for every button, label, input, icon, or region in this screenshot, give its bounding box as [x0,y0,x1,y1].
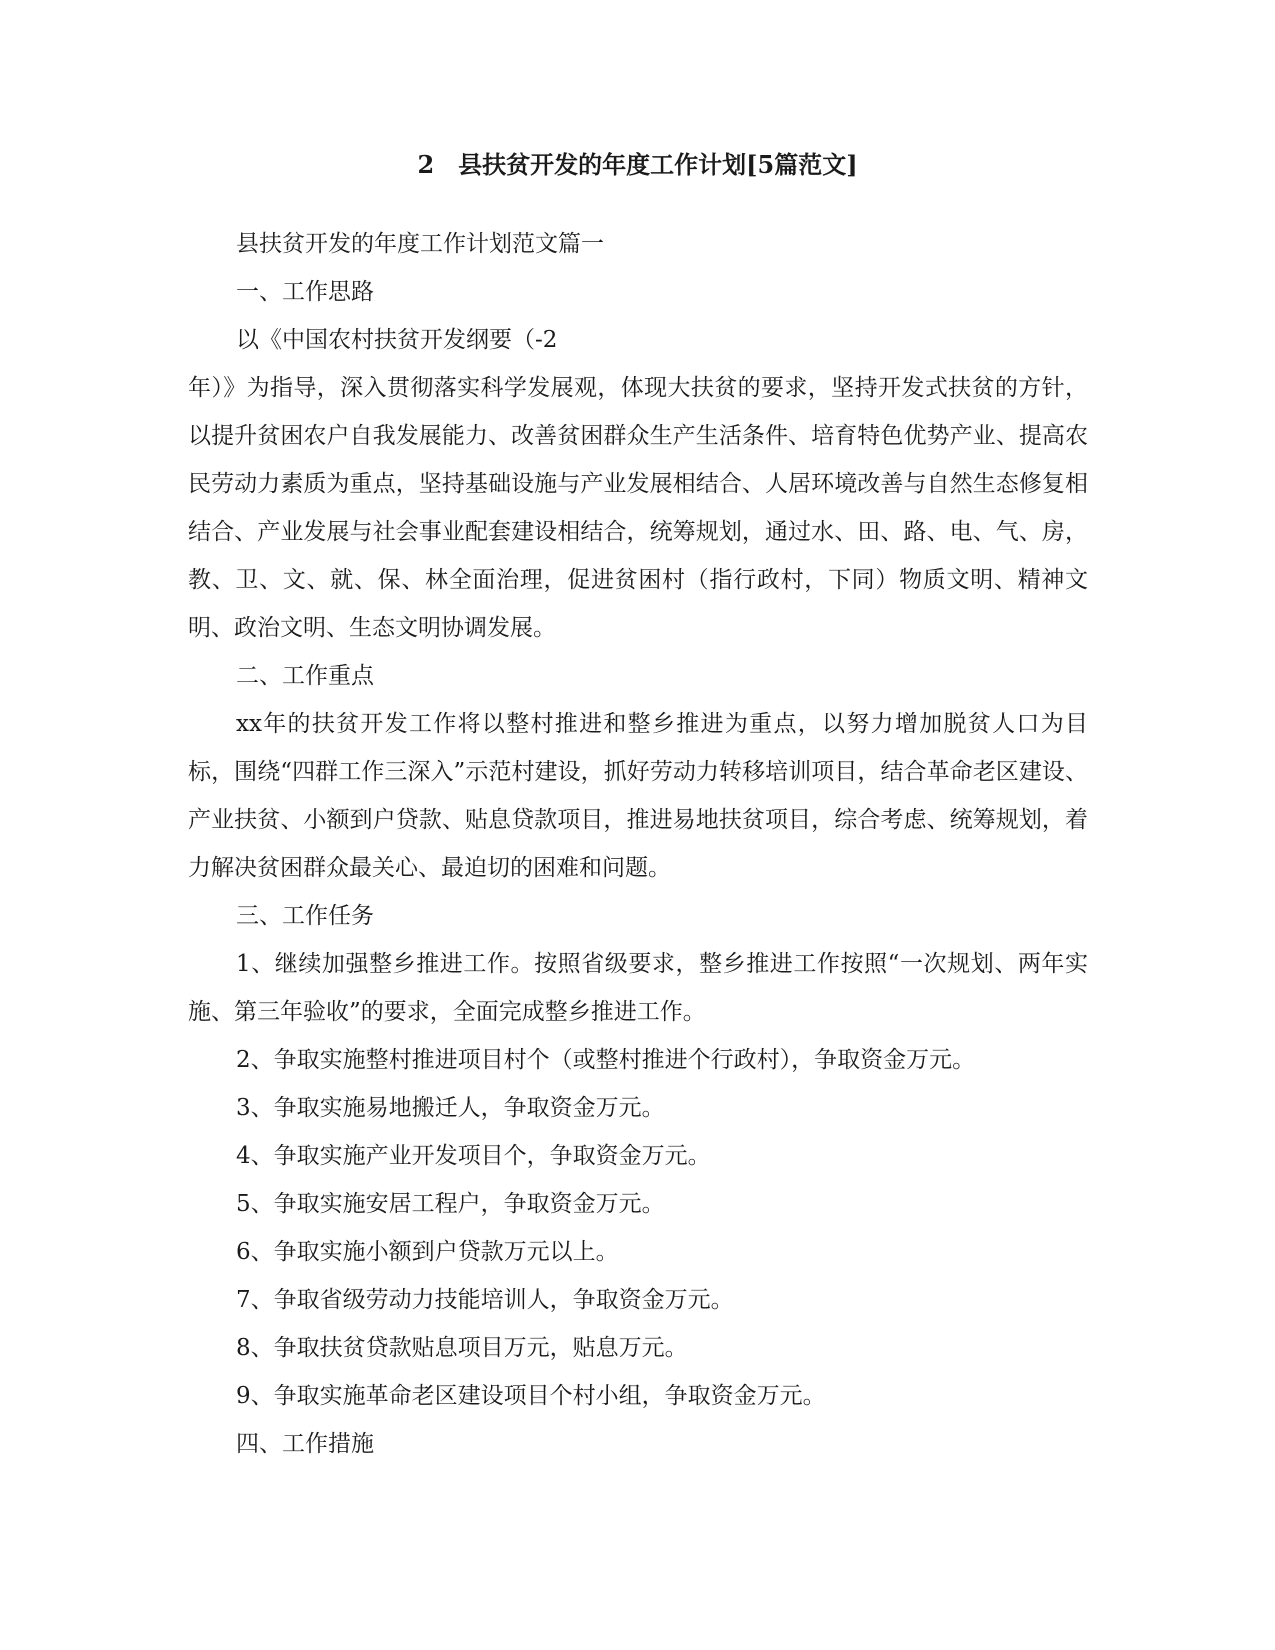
task-item-7: 7、争取省级劳动力技能培训人，争取资金万元。 [236,1287,734,1313]
task-item-6: 6、争取实施小额到户贷款万元以上。 [236,1239,619,1265]
section-heading-work-thinking: 一、工作思路 [236,279,374,305]
section-heading-work-focus: 二、工作重点 [236,663,374,689]
task-item-1: 1、继续加强整乡推进工作。按照省级要求，整乡推进工作按照“一次规划、两年实施、第三年验收”的要求，全面完成整乡推进工作。 [188,951,1088,1025]
section-heading-work-measures: 四、工作措施 [236,1431,374,1457]
paragraph-work-focus-body: xx年的扶贫开发工作将以整村推进和整乡推进为重点，以努力增加脱贫人口为目标，围绕“四群工作三深入”示范村建设，抓好劳动力转移培训项目，结合革命老区建设、产业扶贫、小额到户贷款、贴息贷款项目，推进易地扶贫项目，综合考虑、统筹规划，着力解决贫困群众最关心、最迫切的困难和问题。 [188,711,1088,881]
task-item-4: 4、争取实施产业开发项目个，争取资金万元。 [236,1143,711,1169]
section-heading-work-tasks: 三、工作任务 [236,903,374,929]
task-item-9: 9、争取实施革命老区建设项目个村小组，争取资金万元。 [236,1383,826,1409]
task-item-2: 2、争取实施整村推进项目村个（或整村推进个行政村），争取资金万元。 [236,1047,976,1073]
task-item-3: 3、争取实施易地搬迁人，争取资金万元。 [236,1095,665,1121]
paragraph-guideline-ref: 以《中国农村扶贫开发纲要（-2 [236,327,558,353]
section-heading-article-one: 县扶贫开发的年度工作计划范文篇一 [236,231,604,257]
document-title: 2 县扶贫开发的年度工作计划[5篇范文] [417,150,858,179]
task-item-8: 8、争取扶贫贷款贴息项目万元，贴息万元。 [236,1335,688,1361]
paragraph-work-thinking-body: 年）》为指导，深入贯彻落实科学发展观，体现大扶贫的要求，坚持开发式扶贫的方针，以提升贫困农户自我发展能力、改善贫困群众生产生活条件、培育特色优势产业、提高农民劳动力素质为重点，坚持基础设施与产业发展相结合、人居环境改善与自然生态修复相结合、产业发展与社会事业配套建设相结合，统筹规划，通过水、田、路、电、气、房，教、卫、文、就、保、林全面治理，促进贫困村（指行政村，下同）物质文明、精神文明、政治文明、生态文明协调发展。 [188,375,1088,641]
document-body [188,220,1088,1468]
task-item-5: 5、争取实施安居工程户，争取资金万元。 [236,1191,665,1217]
